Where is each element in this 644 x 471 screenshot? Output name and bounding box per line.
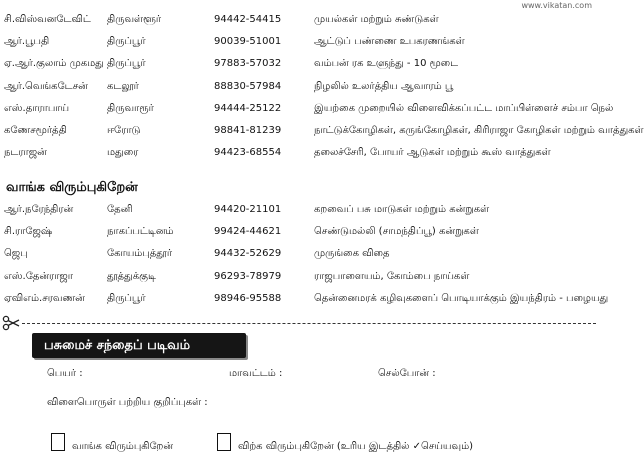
listing-phone: 97883-57032 bbox=[214, 58, 282, 70]
listing-product: தலைச்சேரி, போயர் ஆடுகள் மற்றும் கூஸ் வாத்துகள் bbox=[314, 147, 551, 159]
listing-name: நடராஜன் bbox=[4, 147, 47, 159]
listing-place: ஈரோடு bbox=[107, 125, 141, 136]
listing-row bbox=[0, 81, 600, 98]
product-notes-label[interactable]: விளைபொருள் பற்றிய குறிப்புகள் : bbox=[47, 397, 208, 408]
listing-phone: 94420-21101 bbox=[214, 204, 282, 215]
listing-place: தேனி bbox=[107, 204, 133, 215]
listing-product: முருங்கை விதை bbox=[314, 248, 390, 260]
listing-product: ராஜபாளையம், கோம்பை நாய்கள் bbox=[314, 270, 470, 282]
listing-place: திருவாரூர் bbox=[107, 102, 154, 114]
listing-phone: 98841-81239 bbox=[214, 125, 282, 136]
form-title-text: பசுமைச் சந்தைப் படிவம் bbox=[44, 338, 191, 353]
listing-phone: 96293-78979 bbox=[214, 270, 282, 282]
listing-name: ஏவிஎம்.சரவணன் bbox=[4, 292, 85, 304]
listing-name: எஸ்.தாராபாய் bbox=[4, 102, 70, 114]
listing-phone: 94423-68554 bbox=[214, 147, 282, 159]
buy-section-title: வாங்க விரும்புகிறேன் bbox=[6, 180, 138, 195]
listing-row bbox=[0, 14, 600, 31]
listing-phone: 88830-57984 bbox=[214, 80, 282, 92]
listing-name: ஆர்.பூபதி bbox=[4, 36, 50, 48]
listing-name: சி.ராஜேஷ் bbox=[4, 226, 53, 238]
listing-row bbox=[0, 248, 600, 265]
listing-place: திருப்பூர் bbox=[107, 292, 146, 304]
listing-name: கணேசமூர்த்தி bbox=[4, 125, 67, 136]
listing-place: திருவள்ளூர் bbox=[107, 14, 162, 25]
listing-phone: 94442-54415 bbox=[214, 14, 282, 25]
listing-place: கோயம்புத்தூர் bbox=[107, 248, 173, 260]
listing-row bbox=[0, 36, 600, 53]
listing-product: ஆட்டுப் பண்ணை உபகரணங்கள் bbox=[314, 36, 465, 48]
cut-line bbox=[22, 323, 596, 324]
listing-product: முயல்கள் மற்றும் சுண்டுகள் bbox=[314, 14, 439, 25]
district-field-label[interactable]: மாவட்டம் : bbox=[229, 368, 283, 379]
listing-row bbox=[0, 125, 644, 142]
listing-row bbox=[0, 292, 609, 310]
listing-row bbox=[0, 147, 600, 164]
listing-phone: 90039-51001 bbox=[214, 36, 282, 48]
listing-phone: 94432-52629 bbox=[214, 248, 282, 260]
listing-place: நாகப்பட்டினம் bbox=[107, 226, 174, 238]
listing-row bbox=[0, 226, 600, 243]
watermark: www.vikatan.com bbox=[521, 1, 592, 10]
listing-product: இயற்கை முறையில் விளைவிக்கப்பட்ட மாப்பிள்ளைச் சம்பா நெல் bbox=[314, 102, 614, 114]
listing-phone: 98946-95588 bbox=[214, 292, 282, 304]
name-field-label[interactable]: பெயர் : bbox=[47, 368, 83, 379]
listing-phone: 99424-44621 bbox=[214, 226, 282, 238]
sell-option-label: விற்க விரும்புகிறேன் (உரிய இடத்தில் ✓செய்யவும்) bbox=[238, 441, 474, 452]
listing-place: தூத்துக்குடி bbox=[107, 270, 156, 282]
listing-place: திருப்பூர் bbox=[107, 58, 146, 70]
listing-place: மதுரை bbox=[107, 147, 139, 159]
listing-name: சி.விஸ்வனடேவிட் bbox=[4, 14, 91, 25]
listing-row bbox=[0, 204, 600, 221]
form-title bbox=[32, 333, 246, 358]
listing-product: வம்பன் ரக உளுந்து - 10 மூடை bbox=[314, 58, 459, 70]
listing-place: கடலூர் bbox=[107, 80, 139, 92]
phone-field-label[interactable]: செல்போன் : bbox=[378, 368, 436, 379]
scissors-icon bbox=[2, 315, 20, 331]
sell-checkbox[interactable] bbox=[217, 433, 231, 451]
listing-row bbox=[0, 58, 600, 75]
listing-product: கறவைப் பசு மாடுகள் மற்றும் கன்றுகள் bbox=[314, 204, 490, 215]
buy-option-label: வாங்க விரும்புகிறேன் bbox=[72, 441, 174, 452]
listing-phone: 94444-25122 bbox=[214, 102, 282, 114]
listing-product: செண்டுமல்லி (சாமந்திப்பூ) கன்றுகள் bbox=[314, 226, 479, 238]
listing-name: ஆர்.நரேந்திரன் bbox=[4, 204, 74, 215]
buy-checkbox[interactable] bbox=[51, 433, 65, 451]
listing-row bbox=[0, 271, 600, 288]
listing-name: ஏ.ஆர்.குலாம் முகமது bbox=[4, 58, 104, 70]
listing-product: நிழலில் உலர்த்திய ஆவாரம் பூ bbox=[314, 80, 454, 92]
listing-place: திருப்பூர் bbox=[107, 36, 146, 48]
listing-name: ஜெபு bbox=[4, 248, 28, 260]
listing-name: ஆர்.வெங்கடேசன் bbox=[4, 80, 88, 92]
listing-product: நாட்டுக்கோழிகள், கருங்கோழிகள், கிரிராஜா கோழிகள் மற்றும் வாத்துகள் bbox=[314, 125, 644, 136]
listing-row bbox=[0, 102, 614, 120]
listing-name: எஸ்.தேன்ராஜா bbox=[4, 270, 73, 282]
listing-product: தென்னைமரக் கழிவுகளைப் பொடியாக்கும் இயந்திரம் - பழையது bbox=[314, 292, 609, 304]
